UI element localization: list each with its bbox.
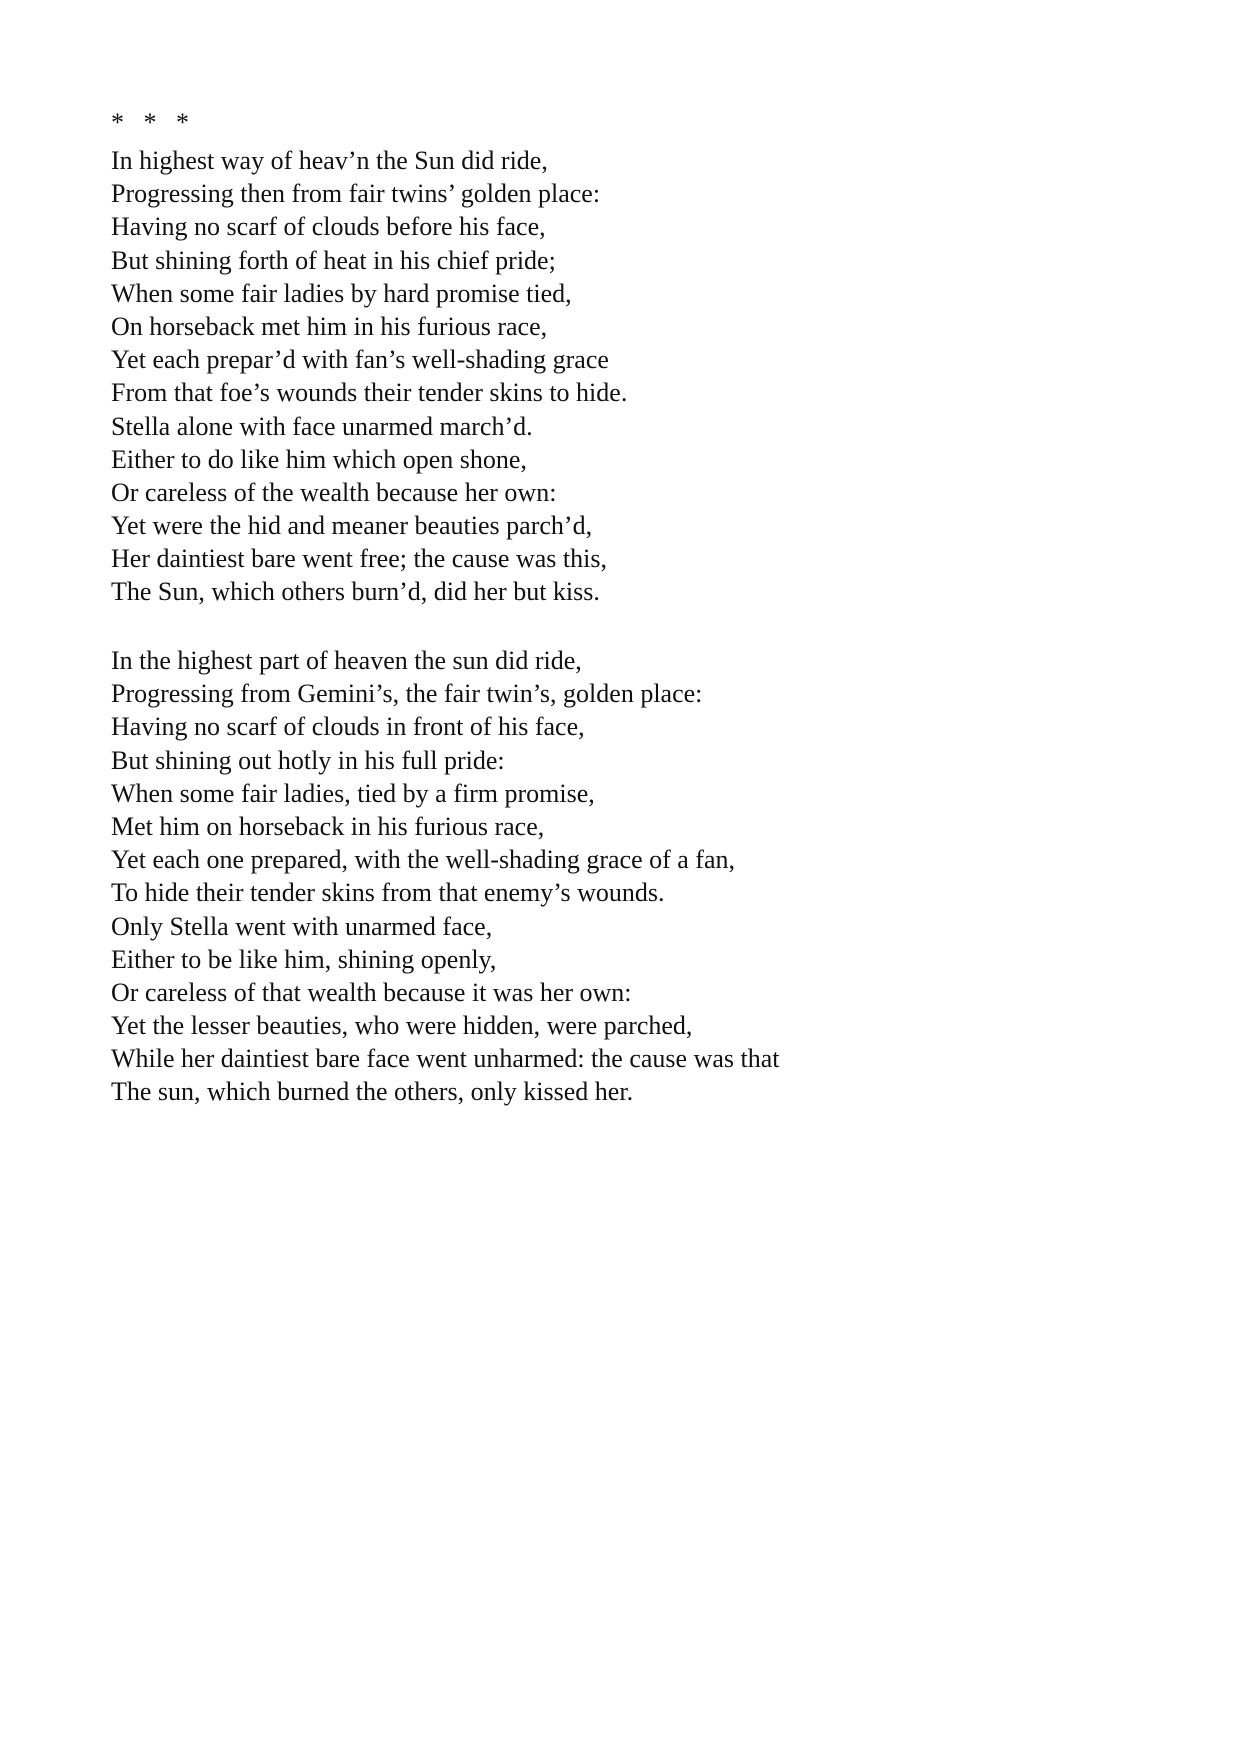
translation-line: In the highest part of heaven the sun did ride, bbox=[111, 646, 582, 675]
poem-line: The Sun, which others burn’d, did her but kiss. bbox=[111, 577, 600, 607]
translation-line: Yet the lesser beauties, who were hidden, were parched, bbox=[111, 1011, 693, 1041]
poem-line: From that foe’s wounds their tender skins to hide. bbox=[111, 378, 628, 408]
translation-line: But shining out hotly in his full pride: bbox=[111, 745, 505, 775]
modern-stanza bbox=[111, 644, 779, 1109]
translation-line: Having no scarf of clouds in front of his face, bbox=[111, 712, 585, 742]
translation-line: Met him on horseback in his furious race, bbox=[111, 811, 545, 841]
poem-line: Stella alone with face unarmed march’d. bbox=[111, 411, 533, 441]
section-separator: * * * bbox=[111, 108, 189, 137]
poem-line: Or careless of the wealth because her own: bbox=[111, 477, 557, 507]
poem-line: Her daintiest bare went free; the cause was this, bbox=[111, 544, 607, 574]
translation-line: To hide their tender skins from that enemy’s wounds. bbox=[111, 878, 665, 908]
translation-line: Either to be like him, shining openly, bbox=[111, 944, 497, 974]
poem-line: Having no scarf of clouds before his face, bbox=[111, 212, 546, 242]
poem-line: Progressing then from fair twins’ golden place: bbox=[111, 179, 601, 209]
poem-line: Yet each prepar’d with fan’s well-shading grace bbox=[111, 345, 609, 375]
poem-line: Yet were the hid and meaner beauties parch’d, bbox=[111, 511, 593, 541]
poem-line: When some fair ladies by hard promise tied, bbox=[111, 278, 572, 308]
original-stanza bbox=[111, 144, 627, 609]
translation-line: When some fair ladies, tied by a firm promise, bbox=[111, 778, 595, 808]
poem-line: In highest way of heav’n the Sun did ride, bbox=[111, 146, 548, 175]
translation-line: Only Stella went with unarmed face, bbox=[111, 911, 493, 941]
translation-line: The sun, which burned the others, only kissed her. bbox=[111, 1077, 634, 1107]
translation-line: Or careless of that wealth because it was her own: bbox=[111, 977, 632, 1007]
translation-line: While her daintiest bare face went unharmed: the cause was that bbox=[111, 1044, 780, 1074]
poem-line: Either to do like him which open shone, bbox=[111, 444, 527, 474]
poem-line: On horseback met him in his furious race, bbox=[111, 311, 548, 341]
translation-line: Yet each one prepared, with the well-shading grace of a fan, bbox=[111, 845, 735, 875]
translation-line: Progressing from Gemini’s, the fair twin’s, golden place: bbox=[111, 679, 703, 709]
poem-line: But shining forth of heat in his chief pride; bbox=[111, 245, 556, 275]
